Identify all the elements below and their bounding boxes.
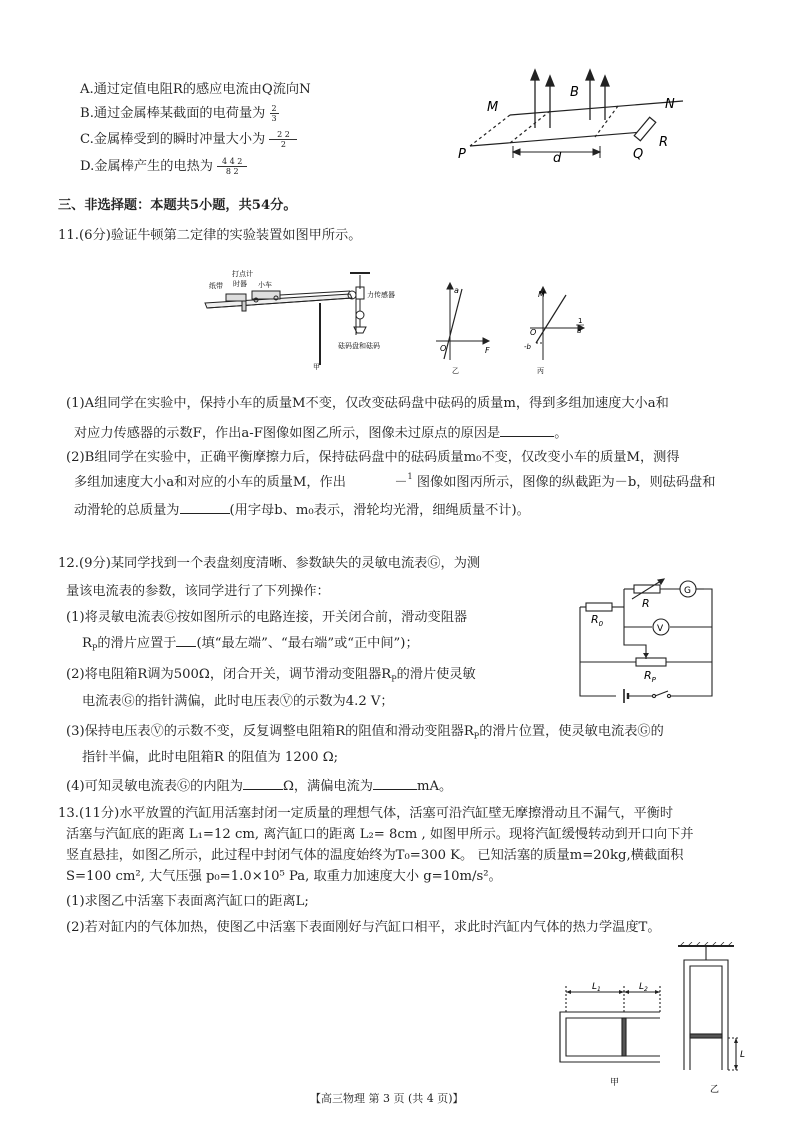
answer-blank-q11-2[interactable]: [180, 501, 230, 514]
option-c-fraction: $\frac{2 2}{2}$: [269, 130, 297, 149]
page-footer: 【高三物理 第 3 页 (共 4 页)】: [310, 1092, 464, 1105]
q11-part1-line2: 对应力传感器的示数F，作出a-F图像如图乙所示，图像未过原点的原因是 。: [74, 426, 568, 441]
axis-M: M: [538, 290, 545, 299]
rail-PQ: [470, 132, 643, 146]
label-R: R: [659, 135, 669, 150]
graph-M-1/a: [524, 287, 584, 375]
option-b: [80, 104, 279, 123]
option-a: A.通过定值电阻R的感应电流由Q流向N: [80, 82, 311, 97]
q11-part1-line1: (1)A组同学在实验中，保持小车的质量M不变，仅改变砝码盘中砝码的质量m，得到多组加速度大小a和: [66, 396, 669, 411]
label-B: B: [570, 85, 579, 100]
label-V: V: [657, 624, 664, 634]
label-tray: 砝码盘和砝码: [338, 342, 380, 350]
label-P: P: [458, 147, 466, 162]
answer-blank-q12-3[interactable]: [373, 777, 417, 790]
q12-step3-b: 指针半偏，此时电阻箱R 的阻值为 1200 Ω;: [82, 750, 339, 765]
label-jia: 甲: [313, 363, 320, 371]
label-yi: 乙: [452, 367, 459, 375]
label-L1: $L_1$: [592, 982, 601, 993]
option-c-text: C.金属棒受到的瞬时冲量大小为: [80, 132, 266, 147]
q12-line2: 量该电流表的参数，该同学进行了下列操作：: [66, 584, 330, 599]
piston-horizontal: [622, 1018, 626, 1056]
q13-part1: (1)求图乙中活塞下表面离汽缸口的距离L;: [66, 894, 309, 909]
section-title: 三、非选择题：本题共5小题，共54分。: [58, 198, 297, 213]
answer-blank-q11-1[interactable]: [500, 424, 554, 437]
label-L: L: [740, 1050, 746, 1060]
label-L2: $L_2$: [639, 982, 648, 993]
q13-part2: (2)若对缸内的气体加热，使图乙中活塞下表面刚好与汽缸口相平，求此时汽缸内气体的热力学温度T。: [66, 920, 661, 935]
axis-a: a: [454, 286, 459, 295]
label-R: R: [642, 597, 650, 610]
cylinder-vertical: [678, 942, 740, 1070]
label-d: d: [553, 151, 562, 166]
label-tape: 纸带: [209, 282, 223, 290]
label-yi: 乙: [710, 1085, 720, 1095]
piston-vertical: [690, 1034, 722, 1038]
option-d: [80, 157, 247, 176]
axis-one: 1: [578, 317, 583, 325]
intercept-minus-b: -b: [524, 343, 531, 351]
label-R0: $R_0$: [591, 613, 604, 628]
q13-line4: S=100 cm², 大气压强 p₀=1.0×10⁵ Pa, 取重力加速度大小 g=10m/s²。: [66, 869, 502, 884]
label-timer-1: 打点计: [232, 270, 253, 278]
minus-sign: －: [394, 475, 408, 490]
q12-step1-a: (1)将灵敏电流表Ⓖ按如图所示的电路连接，开关闭合前，滑动变阻器: [66, 610, 468, 625]
q12-step4: (4)可知灵敏电流表Ⓖ的内阻为 Ω，满偏电流为 mA。: [66, 779, 453, 794]
metal-bar-dashed: [510, 111, 550, 143]
q12-step2-a: (2)将电阻箱R调为500Ω，闭合开关，调节滑动变阻器$R_P$的滑片使灵敏: [66, 667, 476, 684]
axis-a-den: a: [577, 327, 582, 335]
graph-a-F: [436, 283, 490, 375]
label-G: G: [684, 586, 691, 596]
q12-step2-b: 电流表Ⓖ的指针满偏，此时电压表Ⓥ的示数为4.2 V；: [82, 694, 394, 709]
label-Rp: $R_P$: [644, 669, 656, 684]
rheostat-Rp: [636, 658, 666, 666]
q12-line1: 12.(9分)某同学找到一个表盘刻度清晰、参数缺失的灵敏电流表Ⓖ，为测: [58, 556, 481, 571]
label-cart: 小车: [258, 281, 272, 289]
rails-field-figure: [455, 68, 685, 170]
option-d-fraction: $\frac{4 4 2}{8 2}$: [217, 157, 247, 176]
q12-step1-b: $R_P$的滑片应置于 (填“最左端”、“最右端”或“正中间”)；: [82, 636, 419, 653]
resistor-R0: [586, 603, 612, 611]
circuit-diagram: [570, 575, 720, 705]
answer-blank-q12-2[interactable]: [243, 777, 283, 790]
q11-part2-line3: 动滑轮的总质量为 (用字母b、m₀表示，滑轮均光滑，细绳质量不计)。: [74, 503, 530, 518]
q11-figures: [200, 265, 600, 377]
axis-F: F: [485, 346, 490, 355]
q11-part2-line1: (2)B组同学在实验中，正确平衡摩擦力后，保持砝码盘中的砝码质量m₀不变，仅改变小车的质量M，测得: [66, 450, 680, 465]
option-d-text: D.金属棒产生的电热为: [80, 159, 213, 174]
label-Q: Q: [633, 147, 644, 162]
q13-line2: 活塞与汽缸底的距离 L₁=12 cm, 离汽缸口的距离 L₂= 8cm , 如图甲所示。现将汽缸缓慢转动到开口向下并: [66, 827, 694, 842]
label-bing: 丙: [537, 367, 544, 375]
fraction-1-over-a: 1: [407, 472, 413, 481]
cylinder-horizontal: [560, 986, 660, 1062]
resistor-R: [634, 117, 656, 141]
cylinder-figures: [550, 942, 750, 1122]
apparatus-figure: [205, 269, 395, 371]
q13-line3: 竖直悬挂，如图乙所示，此过程中封闭气体的温度始终为T₀=300 K。 已知活塞的质量m=20kg,横截面积: [66, 848, 684, 863]
q13-line1: 13.(11分)水平放置的汽缸用活塞封闭一定质量的理想气体，活塞可沿汽缸壁无摩擦滑动且不漏气，平衡时: [58, 806, 674, 821]
rail-MN: [510, 101, 683, 115]
option-c: [80, 130, 297, 149]
option-b-fraction: $\frac{2}{3}$: [271, 104, 277, 123]
origin-yi: O: [440, 344, 447, 353]
q11-part2-line2: 多组加速度大小a和对应的小车的质量M，作出 －1 图像如图丙所示，图像的纵截距为－b，则砝码盘和: [74, 472, 716, 490]
label-sensor: 力传感器: [367, 291, 395, 299]
label-jia: 甲: [610, 1078, 620, 1088]
answer-blank-q12-1[interactable]: [176, 634, 196, 647]
label-N: N: [665, 97, 675, 112]
q12-step3-a: (3)保持电压表Ⓥ的示数不变，反复调整电阻箱R的阻值和滑动变阻器$R_P$的滑片位置，使灵敏电流表Ⓖ的: [66, 724, 664, 741]
q11-stem: 11.(6分)验证牛顿第二定律的实验装置如图甲所示。: [58, 228, 362, 243]
option-b-text: B.通过金属棒某截面的电荷量为: [80, 106, 266, 121]
origin-bing: O: [530, 328, 537, 337]
label-M: M: [487, 100, 499, 115]
label-timer-2: 时器: [233, 280, 247, 288]
